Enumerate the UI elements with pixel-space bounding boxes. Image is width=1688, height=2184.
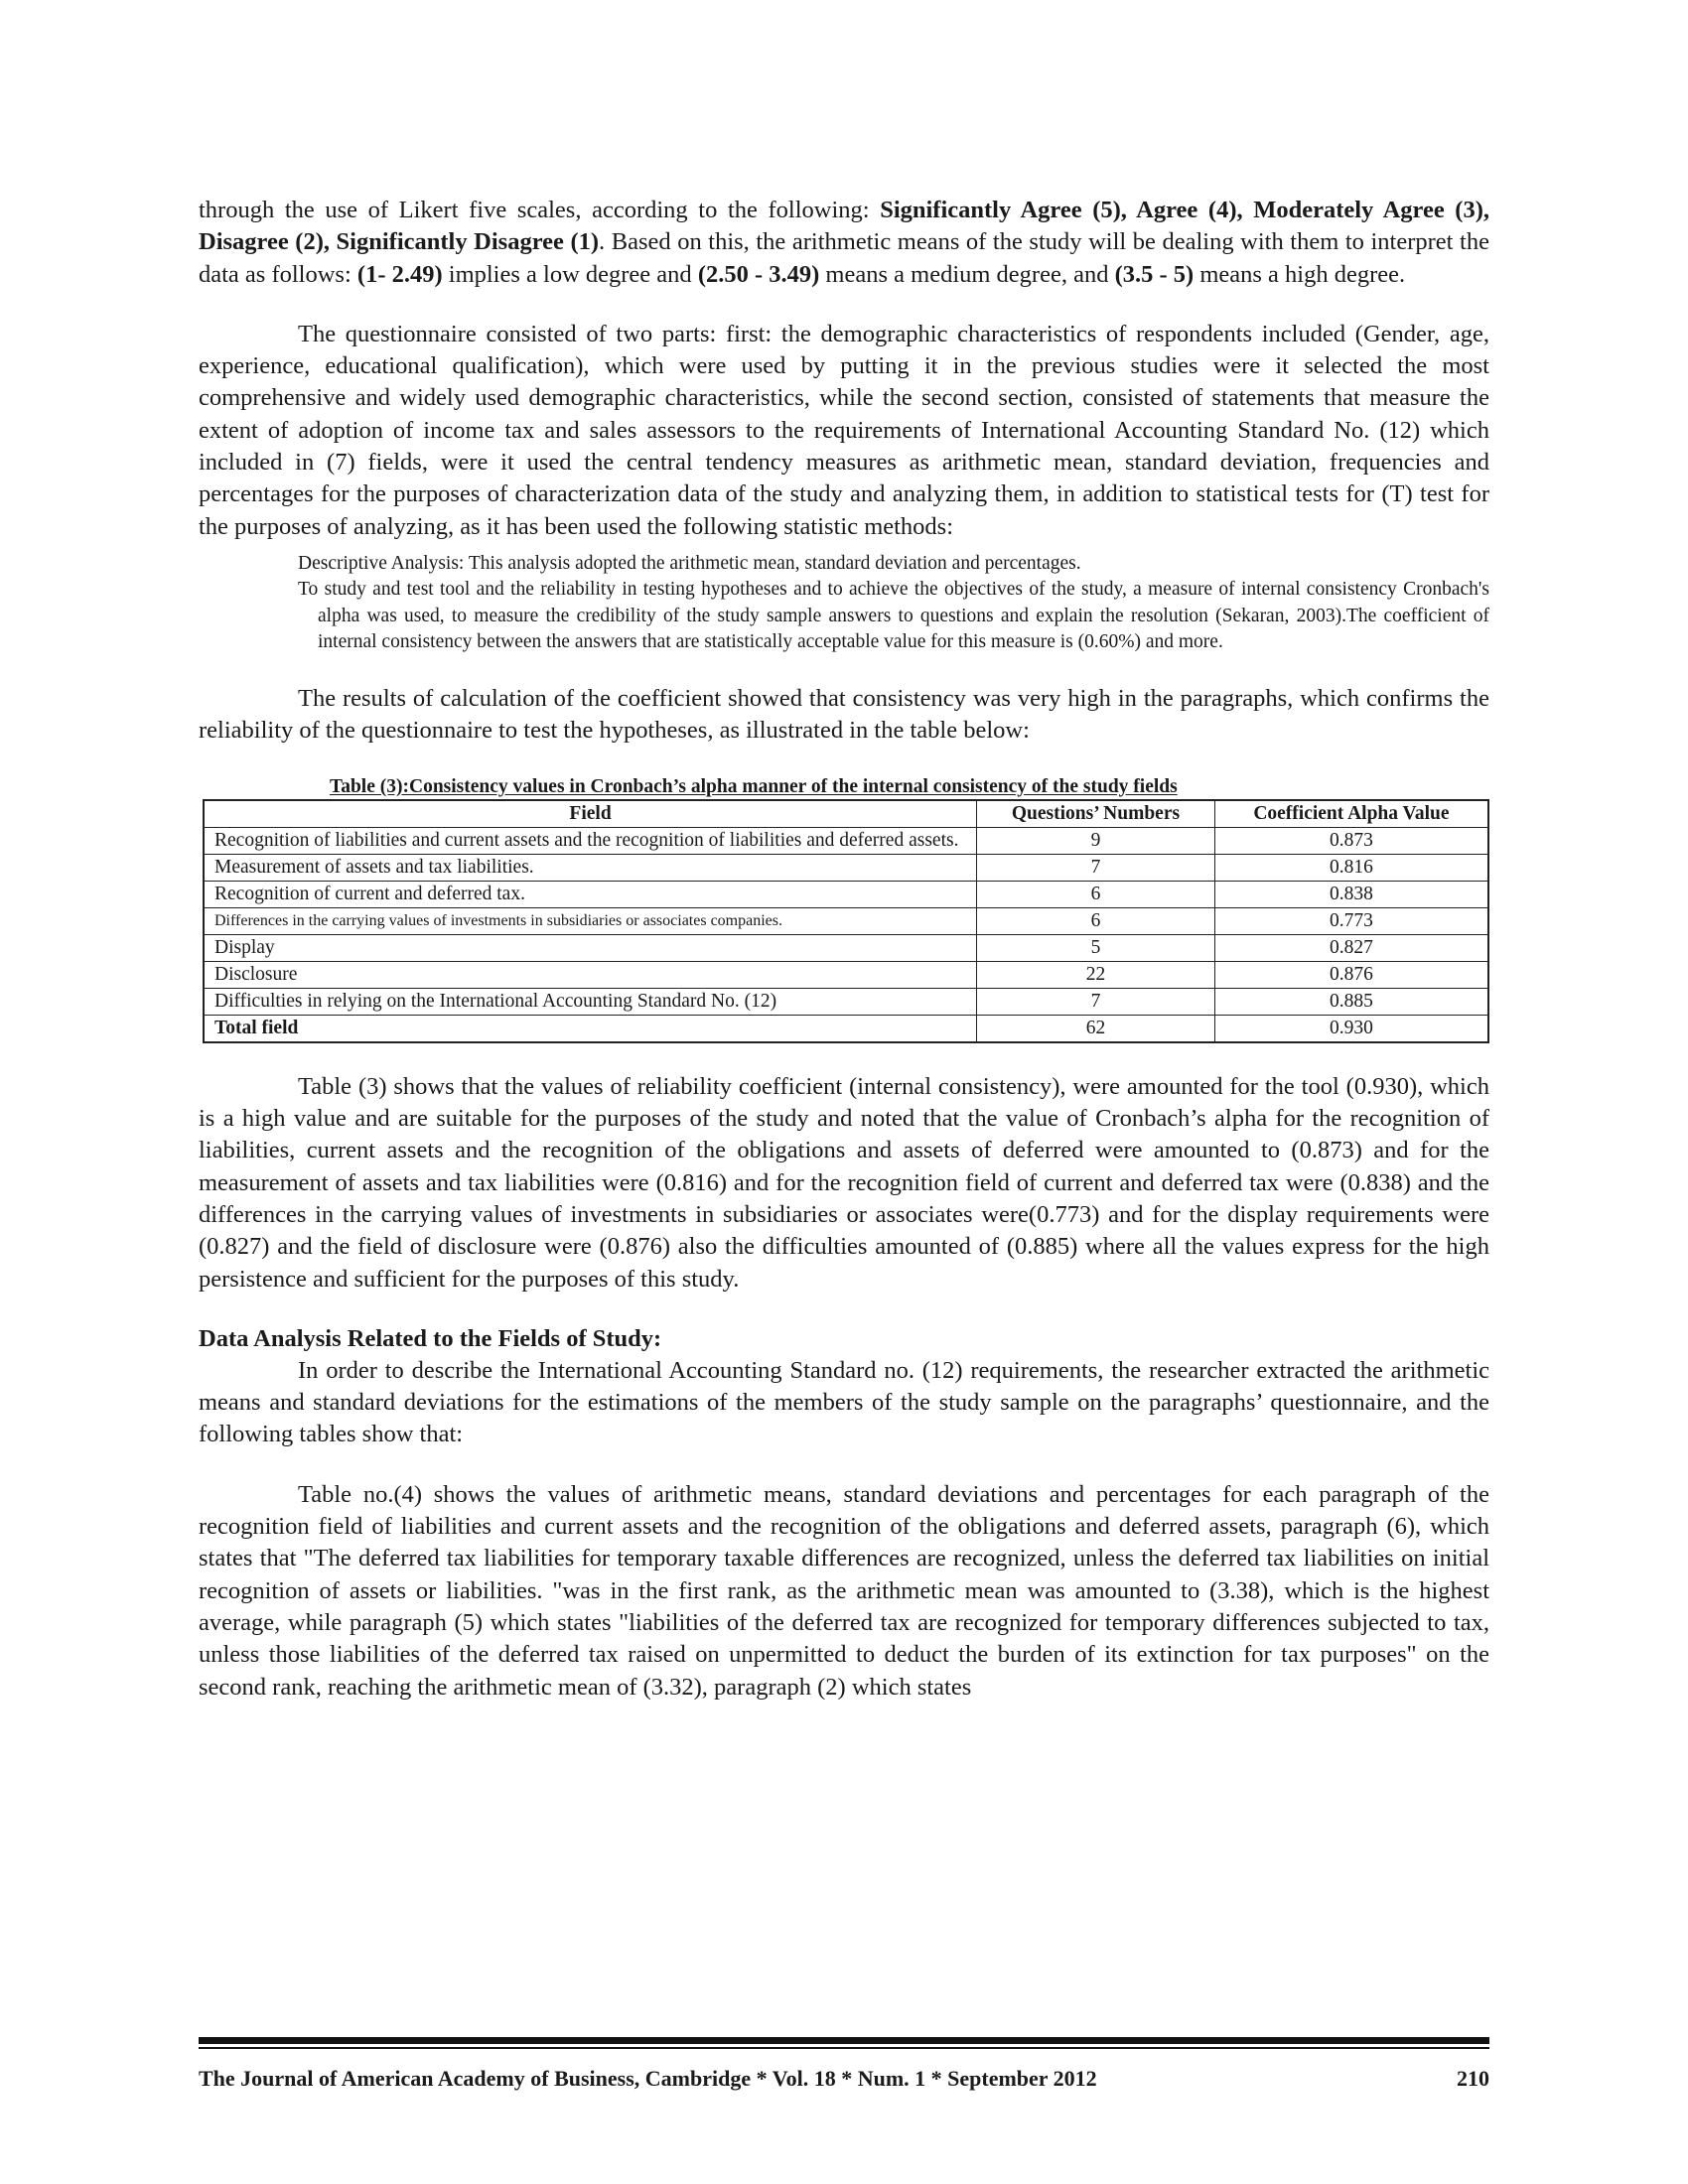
paragraph-results: The results of calculation of the coefficient showed that consistency was very high in the paragraphs, which confirms the reliability of the questionnaire to test the hypotheses, as illustrated in the table below: xyxy=(199,685,1489,745)
cell-questions: 7 xyxy=(977,988,1215,1015)
cell-alpha: 0.876 xyxy=(1214,961,1488,988)
page-number: 210 xyxy=(1457,2066,1489,2091)
table-row xyxy=(204,988,1488,1015)
cell-alpha: 0.816 xyxy=(1214,854,1488,881)
cell-alpha: 0.873 xyxy=(1214,827,1488,854)
cell-questions: 6 xyxy=(977,907,1215,934)
paragraph-data-analysis: In order to describe the International Accounting Standard no. (12) requirements, the researcher extracted the arithmetic means and standard deviations for the estimations of the members of the study sample on the paragraphs’ questionnaire, and the following tables show that: xyxy=(199,1356,1489,1448)
cell-field: Measurement of assets and tax liabilities. xyxy=(204,854,977,881)
method-descriptive: Descriptive Analysis: This analysis adopted the arithmetic mean, standard deviation and percentages. xyxy=(298,552,1081,574)
cell-questions: 62 xyxy=(977,1015,1215,1042)
cell-alpha: 0.773 xyxy=(1214,907,1488,934)
cell-field: Difficulties in relying on the International Accounting Standard No. (12) xyxy=(204,988,977,1015)
table-row xyxy=(204,961,1488,988)
text-span: through the use of Likert five scales, according to the following: xyxy=(199,197,881,223)
header-alpha: Coefficient Alpha Value xyxy=(1214,800,1488,828)
cell-field: Recognition of current and deferred tax. xyxy=(204,881,977,907)
method-cronbach: To study and test tool and the reliability in testing hypotheses and to achieve the objectives of the study, a measure of internal consistency Cronbach's alpha was used, to measure the credibility of the study sample answers to questions and explain the resolution (Sekaran, 2003).The coefficient of internal consistency between the answers that are statistically acceptable value for this measure is (0.60%) and more. xyxy=(298,579,1489,652)
bold-span: (3.5 - 5) xyxy=(1114,260,1195,288)
paragraph-likert-scale xyxy=(199,195,1489,291)
bold-span: (2.50 - 3.49) xyxy=(697,260,820,288)
table-caption: Table (3):Consistency values in Cronbach’s alpha manner of the internal consistency of the study fields xyxy=(330,775,1178,797)
table-total-row xyxy=(204,1015,1488,1042)
consistency-table xyxy=(203,799,1489,1043)
text-span: . Based on this, the arithmetic means of the study will be dealing with them to interpret the data as follows: xyxy=(199,228,1489,288)
cell-field: Total field xyxy=(204,1015,977,1042)
cell-alpha: 0.838 xyxy=(1214,881,1488,907)
footer-rule-thin xyxy=(199,2047,1489,2049)
cell-field: Differences in the carrying values of investments in subsidiaries or associates companies. xyxy=(204,907,977,934)
cell-field: Display xyxy=(204,934,977,961)
text-span: implies a low degree and xyxy=(442,260,698,288)
cell-alpha: 0.930 xyxy=(1214,1015,1488,1042)
cell-field: Disclosure xyxy=(204,961,977,988)
cell-alpha: 0.827 xyxy=(1214,934,1488,961)
paragraph-table-discussion: Table (3) shows that the values of reliability coefficient (internal consistency), were amounted for the tool (0.930), which is a high value and are suitable for the purposes of the study and noted that the value of Cronbach’s alpha for the recognition of liabilities, current assets and the recognition of the obligations and assets of deferred were amounted to (0.873) and for the measurement of assets and tax liabilities were (0.816) and for the recognition field of current and deferred tax were (0.838) and the differences in the carrying values of investments in subsidiaries or associates were(0.773) and for the display requirements were (0.827) and the field of disclosure were (0.876) also the difficulties amounted of (0.885) where all the values express for the high persistence and sufficient for the purposes of this study. xyxy=(199,1072,1489,1293)
cell-questions: 9 xyxy=(977,827,1215,854)
footer-rule-thick xyxy=(199,2037,1489,2044)
bold-span: Significantly Agree (5), Agree (4), Moderately Agree (3), Disagree (2), Significantly Disagree (1) xyxy=(199,197,1489,256)
page-body xyxy=(199,195,1489,1704)
cell-field: Recognition of liabilities and current assets and the recognition of liabilities and deferred assets. xyxy=(204,827,977,854)
table-row xyxy=(204,827,1488,854)
cell-questions: 7 xyxy=(977,854,1215,881)
paragraph-table4: Table no.(4) shows the values of arithmetic means, standard deviations and percentages for each paragraph of the recognition field of liabilities and current assets and the recognition of the obligations and deferred assets, paragraph (6), which states that "The deferred tax liabilities for temporary taxable differences are recognized, unless the deferred tax liabilities on initial recognition of assets or liabilities. "was in the first rank, as the arithmetic mean was amounted to (3.38), which is the highest average, while paragraph (5) which states "liabilities of the deferred tax are recognized for temporary differences subjected to tax, unless those liabilities of the deferred tax raised on unpermitted to deduct the burden of its extinction for tax purposes" on the second rank, reaching the arithmetic mean of (3.32), paragraph (2) which states xyxy=(199,1480,1489,1701)
cell-questions: 5 xyxy=(977,934,1215,961)
section-heading: Data Analysis Related to the Fields of Study: xyxy=(199,1324,662,1352)
text-span: means a medium degree, and xyxy=(819,260,1115,288)
table-header-row xyxy=(204,800,1488,828)
header-questions: Questions’ Numbers xyxy=(977,800,1215,828)
cell-questions: 22 xyxy=(977,961,1215,988)
table-row xyxy=(204,854,1488,881)
paragraph-questionnaire: The questionnaire consisted of two parts: first: the demographic characteristics of respondents included (Gender, age, experience, educational qualification), which were used by putting it in the previous studies were it selected the most comprehensive and widely used demographic characteristics, while the second section, consisted of statements that measure the extent of adoption of income tax and sales assessors to the requirements of International Accounting Standard No. (12) which included in (7) fields, were it used the central tendency measures as arithmetic mean, standard deviation, frequencies and percentages for the purposes of characterization data of the study and analyzing them, in addition to statistical tests for (T) test for the purposes of analyzing, as it has been used the following statistic methods: xyxy=(199,320,1489,540)
table-row xyxy=(204,907,1488,934)
header-field: Field xyxy=(204,800,977,828)
text-span: means a high degree. xyxy=(1194,260,1406,288)
cell-questions: 6 xyxy=(977,881,1215,907)
journal-citation: The Journal of American Academy of Business, Cambridge * Vol. 18 * Num. 1 * September 2012 xyxy=(199,2066,1097,2091)
bold-span: (1- 2.49) xyxy=(356,260,443,288)
cell-alpha: 0.885 xyxy=(1214,988,1488,1015)
methods-list xyxy=(199,551,1489,655)
page-footer xyxy=(199,2065,1489,2093)
table-row xyxy=(204,881,1488,907)
table-row xyxy=(204,934,1488,961)
